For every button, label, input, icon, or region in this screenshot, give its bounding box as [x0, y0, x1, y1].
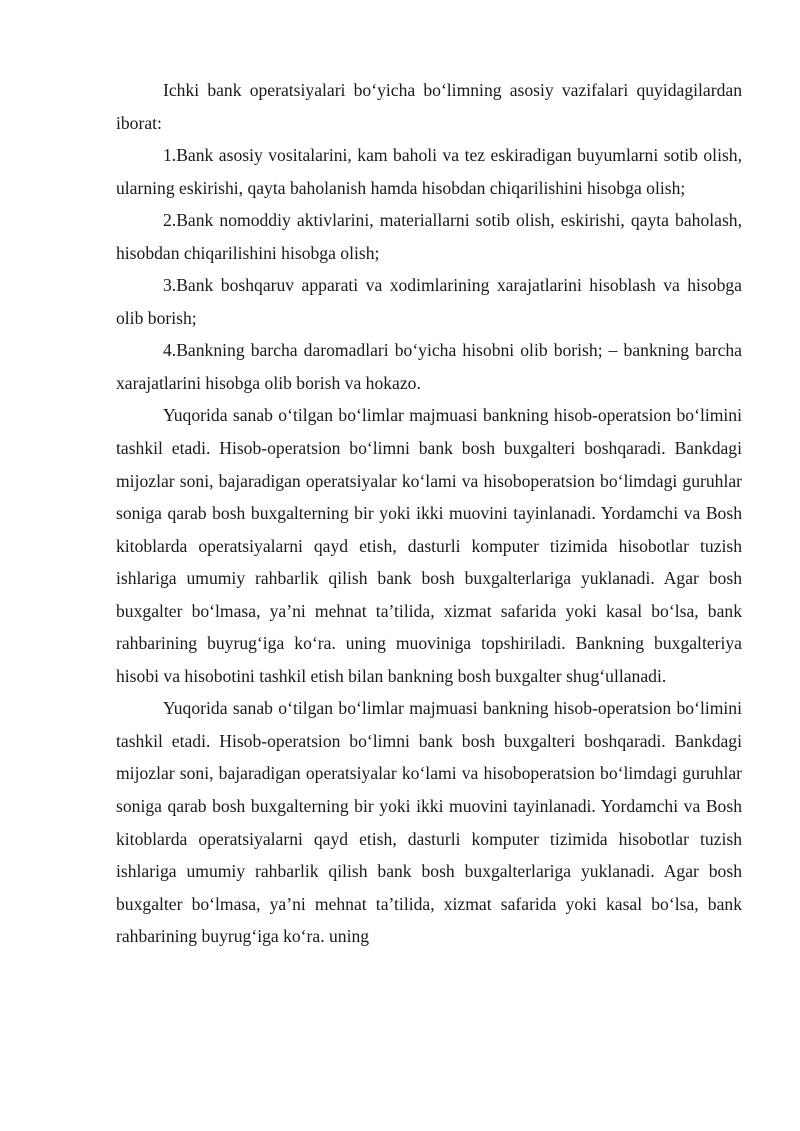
list-item-3: 3.Bank boshqaruv apparati va xodimlarining xarajatlarini hisoblash va hisobga olib borish;	[116, 275, 742, 328]
list-item-1: 1.Bank asosiy vositalarini, kam baholi va tez eskiradigan buyumlarni sotib olish, ularning eskirishi, qayta baholanish hamda hisobdan chiqarilishini hisobga olish;	[116, 145, 742, 198]
body-paragraph-2: Yuqorida sanab o‘tilgan bo‘limlar majmuasi bankning hisob-operatsion bo‘limini tashkil etadi. Hisob-operatsion bo‘limni bank bosh buxgalteri boshqaradi. Bankdagi mijozlar soni, bajaradigan operatsiyalar ko‘lami va hisoboperatsion bo‘limdagi guruhlar soniga qarab bosh buxgalterning bir yoki ikki muovini tayinlanadi. Yordamchi va Bosh kitoblarda operatsiyalarni qayd etish, dasturli komputer tizimida hisobotlar tuzish ishlariga umumiy rahbarlik qilish bank bosh buxgalterlariga yuklanadi. Agar bosh buxgalter bo‘lmasa, ya’ni mehnat ta’tilida, xizmat safarida yoki kasal bo‘lsa, bank rahbarining buyrug‘iga ko‘ra. uning	[116, 698, 742, 947]
list-item-4: 4.Bankning barcha daromadlari bo‘yicha hisobni olib borish; – bankning barcha xarajatlarini hisobga olib borish va hokazo.	[116, 340, 742, 393]
body-paragraph-1: Yuqorida sanab o‘tilgan bo‘limlar majmuasi bankning hisob-operatsion bo‘limini tashkil etadi. Hisob-operatsion bo‘limni bank bosh buxgalteri boshqaradi. Bankdagi mijozlar soni, bajaradigan operatsiyalar ko‘lami va hisoboperatsion bo‘limdagi guruhlar soniga qarab bosh buxgalterning bir yoki ikki muovini tayinlanadi. Yordamchi va Bosh kitoblarda operatsiyalarni qayd etish, dasturli komputer tizimida hisobotlar tuzish ishlariga umumiy rahbarlik qilish bank bosh buxgalterlariga yuklanadi. Agar bosh buxgalter bo‘lmasa, ya’ni mehnat ta’tilida, xizmat safarida yoki kasal bo‘lsa, bank rahbarining buyrug‘iga ko‘ra. uning muoviniga topshiriladi. Bankning buxgalteriya hisobi va hisobotini tashkil etish bilan bankning bosh buxgalter shug‘ullanadi.	[116, 405, 742, 686]
list-item-2: 2.Bank nomoddiy aktivlarini, materiallarni sotib olish, eskirishi, qayta baholash, hisobdan chiqarilishini hisobga olish;	[116, 210, 742, 263]
intro-paragraph: Ichki bank operatsiyalari bo‘yicha bo‘limning asosiy vazifalari quyidagilardan iborat:	[116, 80, 742, 133]
document-body	[116, 74, 742, 953]
